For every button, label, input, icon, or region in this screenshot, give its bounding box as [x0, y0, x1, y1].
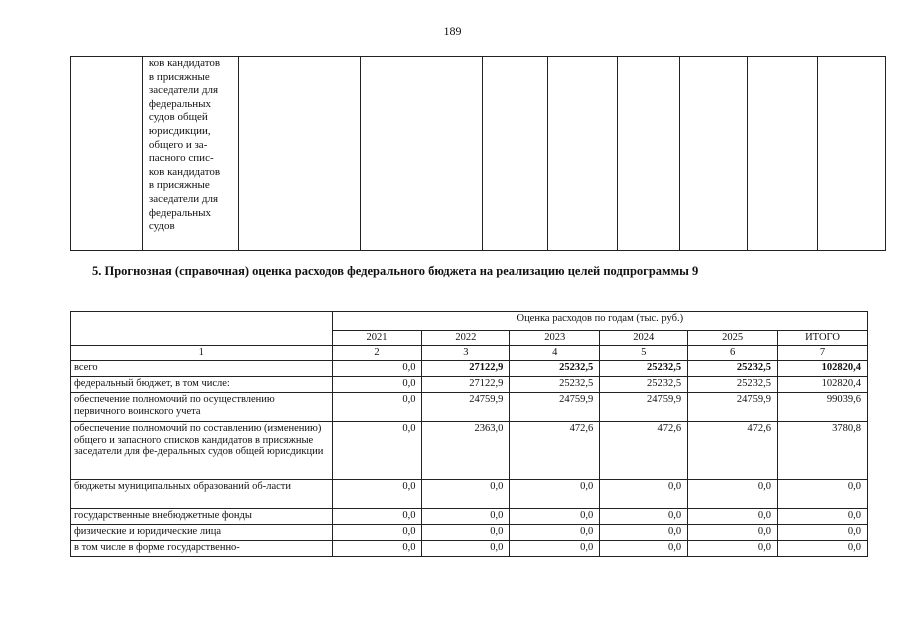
- budget-estimate-table: [70, 311, 868, 557]
- table-row: [71, 393, 868, 422]
- value-cell: 0,0: [778, 480, 868, 509]
- value-cell: 0,0: [332, 509, 422, 525]
- value-cell: 27122,9: [422, 377, 510, 393]
- value-cell: 27122,9: [422, 361, 510, 377]
- header-empty-cell: [71, 312, 333, 346]
- value-cell: 24759,9: [422, 393, 510, 422]
- section-title: 5. Прогнозная (справочная) оценка расходов федерального бюджета на реализацию целей подпрограммы 9: [92, 264, 699, 278]
- text-line: заседатели для: [148, 84, 219, 97]
- table-row: [71, 377, 868, 393]
- value-cell: 25232,5: [510, 377, 600, 393]
- year-header: 2023: [510, 331, 600, 346]
- value-cell: 0,0: [600, 480, 688, 509]
- value-cell: 0,0: [332, 422, 422, 480]
- value-cell: 3780,8: [778, 422, 868, 480]
- text-line: ков кандидатов: [148, 165, 221, 178]
- text-line: заседатели для: [148, 192, 219, 205]
- value-cell: 0,0: [422, 541, 510, 557]
- value-cell: 24759,9: [510, 393, 600, 422]
- table-row: [71, 541, 868, 557]
- row-label: обеспечение полномочий по осуществлению первичного воинского учета: [71, 393, 333, 422]
- value-cell: 102820,4: [778, 361, 868, 377]
- value-cell: 0,0: [422, 480, 510, 509]
- value-cell: 24759,9: [600, 393, 688, 422]
- row-label: федеральный бюджет, в том числе:: [71, 377, 333, 393]
- value-cell: 0,0: [510, 541, 600, 557]
- value-cell: 472,6: [688, 422, 778, 480]
- column-number: 6: [688, 346, 778, 361]
- empty-cell: [748, 57, 818, 251]
- text-line: в присяжные: [148, 179, 210, 192]
- table-row: [71, 509, 868, 525]
- row-label: физические и юридические лица: [71, 525, 333, 541]
- row-label: в том числе в форме государственно-: [71, 541, 333, 557]
- row-label: всего: [71, 361, 333, 377]
- group-header: Оценка расходов по годам (тыс. руб.): [332, 312, 867, 331]
- column-number: 4: [510, 346, 600, 361]
- text-line: общего и за-: [148, 138, 208, 151]
- year-header: 2022: [422, 331, 510, 346]
- value-cell: 0,0: [688, 480, 778, 509]
- value-cell: 0,0: [332, 525, 422, 541]
- empty-cell: [482, 57, 548, 251]
- empty-cell: [818, 57, 886, 251]
- value-cell: 0,0: [600, 525, 688, 541]
- column-number: 7: [778, 346, 868, 361]
- row-label: обеспечение полномочий по составлению (изменению) общего и запасного списков кандидатов в присяжные заседатели для фе-деральных судов общей юрисдикции: [71, 422, 333, 480]
- value-cell: 25232,5: [688, 361, 778, 377]
- column-number: 1: [71, 346, 333, 361]
- value-cell: 472,6: [510, 422, 600, 480]
- text-line: пасного спис-: [148, 152, 214, 165]
- empty-cell: [360, 57, 482, 251]
- empty-cell: [548, 57, 618, 251]
- text-line: судов: [148, 220, 175, 233]
- measure-description-cell: [142, 57, 238, 251]
- value-cell: 99039,6: [778, 393, 868, 422]
- empty-cell: [618, 57, 680, 251]
- text-line: в присяжные: [148, 70, 210, 83]
- year-header: 2024: [600, 331, 688, 346]
- table-row: [71, 422, 868, 480]
- continuation-table: [70, 56, 886, 251]
- table-row-total: [71, 361, 868, 377]
- value-cell: 0,0: [510, 480, 600, 509]
- value-cell: 0,0: [510, 509, 600, 525]
- text-line: ков кандидатов: [148, 57, 221, 69]
- row-label: бюджеты муниципальных образований об-ласти: [71, 480, 333, 509]
- value-cell: 25232,5: [600, 377, 688, 393]
- row-label: государственные внебюджетные фонды: [71, 509, 333, 525]
- text-line: федеральных: [148, 97, 211, 110]
- value-cell: 0,0: [332, 361, 422, 377]
- empty-cell: [71, 57, 143, 251]
- value-cell: 472,6: [600, 422, 688, 480]
- value-cell: 0,0: [332, 377, 422, 393]
- column-number: 5: [600, 346, 688, 361]
- text-line: юрисдикции,: [148, 124, 211, 137]
- value-cell: 0,0: [422, 509, 510, 525]
- column-number: 2: [332, 346, 422, 361]
- value-cell: 0,0: [778, 525, 868, 541]
- empty-cell: [680, 57, 748, 251]
- total-header: ИТОГО: [778, 331, 868, 346]
- value-cell: 0,0: [688, 541, 778, 557]
- value-cell: 25232,5: [510, 361, 600, 377]
- value-cell: 0,0: [688, 509, 778, 525]
- value-cell: 2363,0: [422, 422, 510, 480]
- table-row: [71, 480, 868, 509]
- value-cell: 0,0: [600, 509, 688, 525]
- value-cell: 25232,5: [688, 377, 778, 393]
- page-number: 189: [443, 24, 462, 38]
- value-cell: 0,0: [778, 541, 868, 557]
- value-cell: 0,0: [778, 509, 868, 525]
- text-line: судов общей: [148, 111, 208, 124]
- value-cell: 0,0: [332, 541, 422, 557]
- value-cell: 24759,9: [688, 393, 778, 422]
- value-cell: 0,0: [600, 541, 688, 557]
- year-header: 2021: [332, 331, 422, 346]
- empty-cell: [238, 57, 360, 251]
- value-cell: 0,0: [422, 525, 510, 541]
- column-number: 3: [422, 346, 510, 361]
- value-cell: 25232,5: [600, 361, 688, 377]
- year-header: 2025: [688, 331, 778, 346]
- text-line: федеральных: [148, 206, 211, 219]
- value-cell: 102820,4: [778, 377, 868, 393]
- value-cell: 0,0: [688, 525, 778, 541]
- value-cell: 0,0: [332, 480, 422, 509]
- table-row: [71, 525, 868, 541]
- value-cell: 0,0: [332, 393, 422, 422]
- value-cell: 0,0: [510, 525, 600, 541]
